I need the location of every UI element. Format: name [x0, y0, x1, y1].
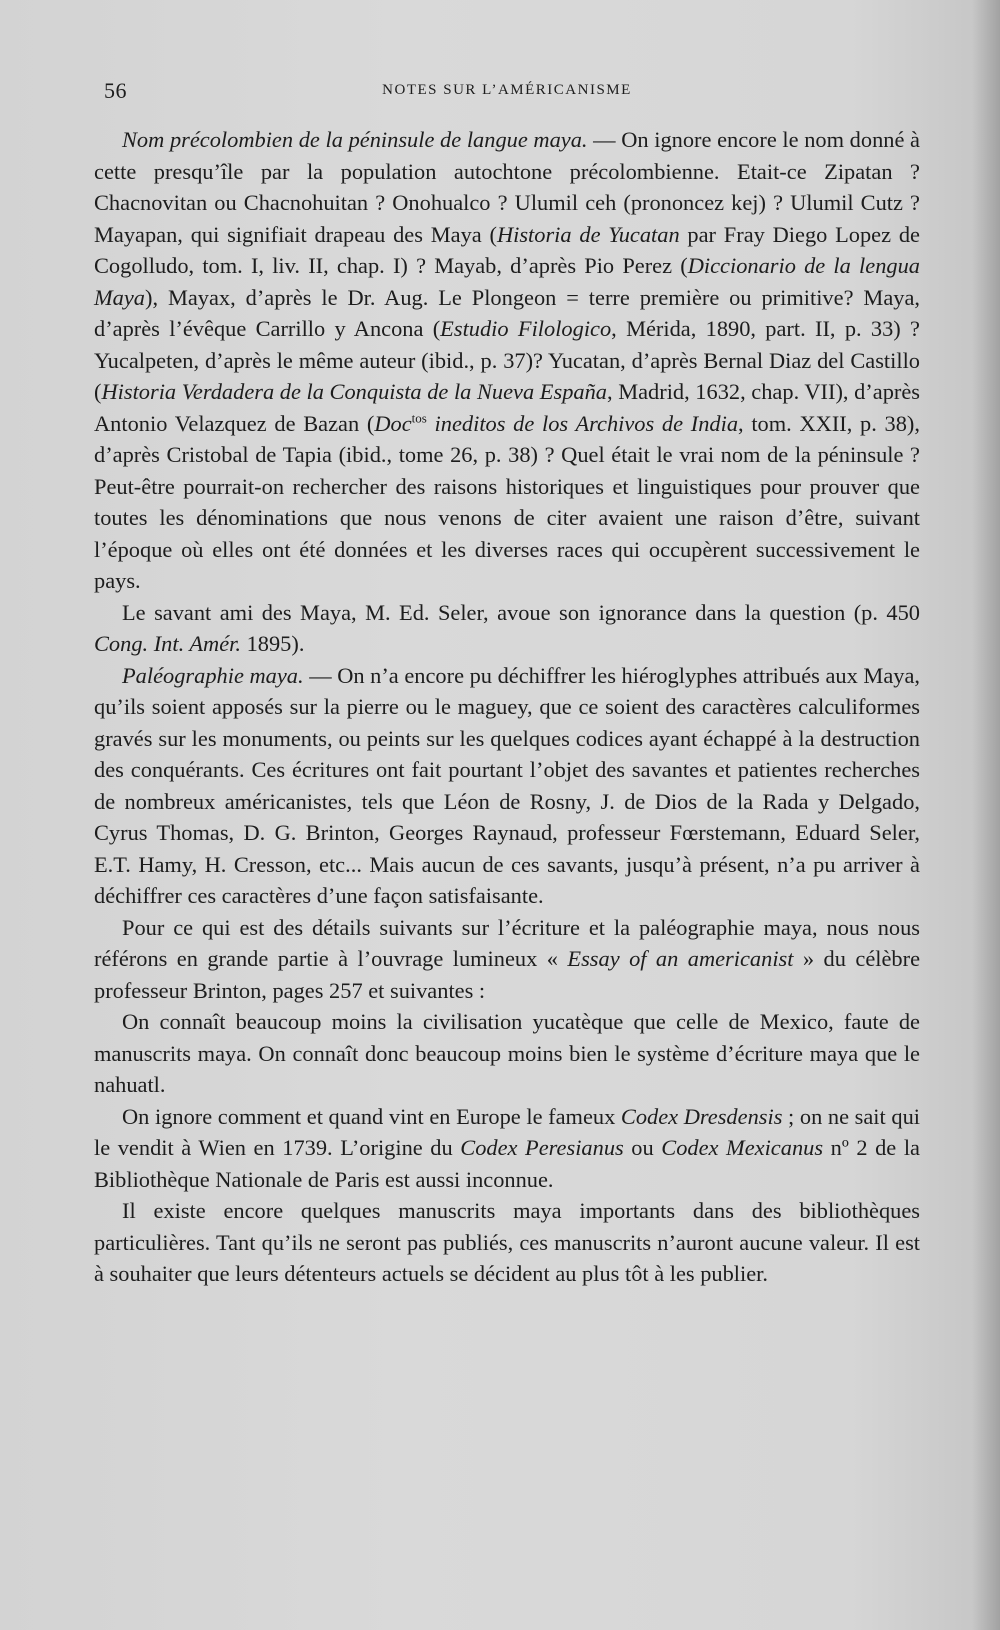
text-run: ; on ne sait qui le vendit à Wien en 1739. L’origine du — [94, 1103, 920, 1160]
text-run: ou — [623, 1135, 662, 1160]
italic-text: Essay of an americanist — [567, 946, 794, 971]
paragraph-p3 — [94, 660, 920, 912]
running-title: NOTES SUR L’AMÉRICANISME — [382, 82, 632, 98]
italic-text: Cong. Int. Amér. — [94, 631, 241, 656]
text-run: , Mérida, 1890, part. II, p. 33) ? Yucalpeten, d’après le même auteur (ibid., p. 37)? Yucatan, d’après Bernal Diaz del Castillo ( — [94, 316, 920, 404]
page-header — [104, 78, 910, 104]
page-number: 56 — [104, 78, 127, 103]
italic-text: Paléographie maya. — [122, 662, 304, 688]
text-run: Il existe encore quelques manuscrits maya importants dans des bibliothèques particulières. Tant qu’ils ne seront pas publiés, ces manuscrits n’auront aucune valeur. Il est à souhaiter que leurs détenteurs actuels se décident au plus tôt à les publier. — [94, 1198, 920, 1286]
text-run: On connaît beaucoup moins la civilisation yucatèque que celle de Mexico, faute de manuscrits maya. On connaît donc beaucoup moins bien le système d’écriture maya que le nahuatl. — [94, 1009, 920, 1097]
text-run: nº 2 de la Bibliothèque Nationale de Paris est aussi inconnue. — [94, 1135, 920, 1192]
paragraph-p7 — [94, 1195, 920, 1290]
text-run: On ignore comment et quand vint en Europe le fameux — [122, 1103, 621, 1129]
paragraph-p1 — [94, 124, 920, 597]
text-run: Le savant ami des Maya, M. Ed. Seler, avoue son ignorance dans la question (p. 450 — [122, 599, 920, 625]
italic-text: Codex Mexicanus — [661, 1135, 824, 1160]
italic-text: Diccionario de la lengua Maya — [94, 253, 920, 310]
paragraph-p4 — [94, 912, 920, 1007]
text-run: par Fray Diego Lopez de Cogolludo, tom. I, liv. II, chap. I) ? Mayab, d’après Pio Perez ( — [94, 221, 920, 278]
text-run: — On ignore encore le nom donné à cette presqu’île par la population autochtone précolombienne. Etait-ce Zipatan ? Chacnovitan ou Chacnohuitan ? Onohualco ? Ulumil ceh (prononcez kej) ? Ulumil Cutz ? Mayapan, qui signifiait drapeau des Maya ( — [94, 127, 920, 247]
body-text — [94, 124, 920, 1290]
italic-text: Doc — [374, 410, 412, 436]
paragraph-p5 — [94, 1006, 920, 1101]
paragraph-p2 — [94, 597, 920, 660]
italic-text: Historia de Yucatan — [496, 221, 680, 247]
text-run: ), Mayax, d’après le Dr. Aug. Le Plongeon = terre première ou primitive? Maya, d’après l’évêque Carrillo y Ancona ( — [94, 284, 920, 341]
page-edge-shadow — [972, 0, 1000, 1630]
text-run: — On n’a encore pu déchiffrer les hiéroglyphes attribués aux Maya, qu’ils soient apposés sur la pierre ou le maguey, que ce soient des caractères calculiformes gravés sur les monuments, ou peints sur les quelques codices ayant échappé à la destruction des conquérants. Ces écritures ont fait pourtant l’objet des savantes et patientes recherches de nombreux américanistes, tels que Léon de Rosny, J. de Dios de la Rada y Delgado, Cyrus Thomas, D. G. Brinton, Georges Raynaud, professeur Fœrstemann, Eduard Seler, E.T. Hamy, H. Cresson, etc... Mais aucun de ces savants, jusqu’à présent, n’a pu arriver à déchiffrer ces caractères d’une façon satisfaisante. — [94, 662, 921, 908]
text-run: , tom. XXII, p. 38), d’après Cristobal de Tapia (ibid., tome 26, p. 38) ? Quel était le vrai nom de la péninsule ? Peut-être pourrait-on rechercher des raisons historiques et linguistiques pour prouver que toutes les dénominations que nous venons de citer avaient une raison d’être, suivant l’époque où elles ont été données et les diverses races qui occupèrent successivement le pays. — [94, 410, 920, 593]
italic-text: Nom précolombien de la péninsule de langue maya. — [122, 127, 588, 152]
italic-text: Codex Peresianus — [460, 1135, 624, 1160]
paragraph-p6 — [94, 1101, 920, 1196]
text-run: , Madrid, 1632, chap. VII), d’après Antonio Velazquez de Bazan ( — [94, 379, 921, 436]
text-run: » du célèbre professeur Brinton, pages 257 et suivantes : — [94, 946, 921, 1003]
italic-text: Historia Verdadera de la Conquista de la Nueva España — [101, 379, 607, 404]
italic-text: Estudio Filologico — [440, 316, 612, 341]
superscript-text: tos — [411, 410, 427, 426]
text-run: 1895). — [241, 631, 305, 656]
italic-text: ineditos de los Archivos de India — [426, 410, 739, 436]
text-run: Pour ce qui est des détails suivants sur l’écriture et la paléographie maya, nous nous référons en grande partie à l’ouvrage lumineux « — [94, 914, 920, 971]
italic-text: Codex Dresdensis — [620, 1103, 783, 1129]
